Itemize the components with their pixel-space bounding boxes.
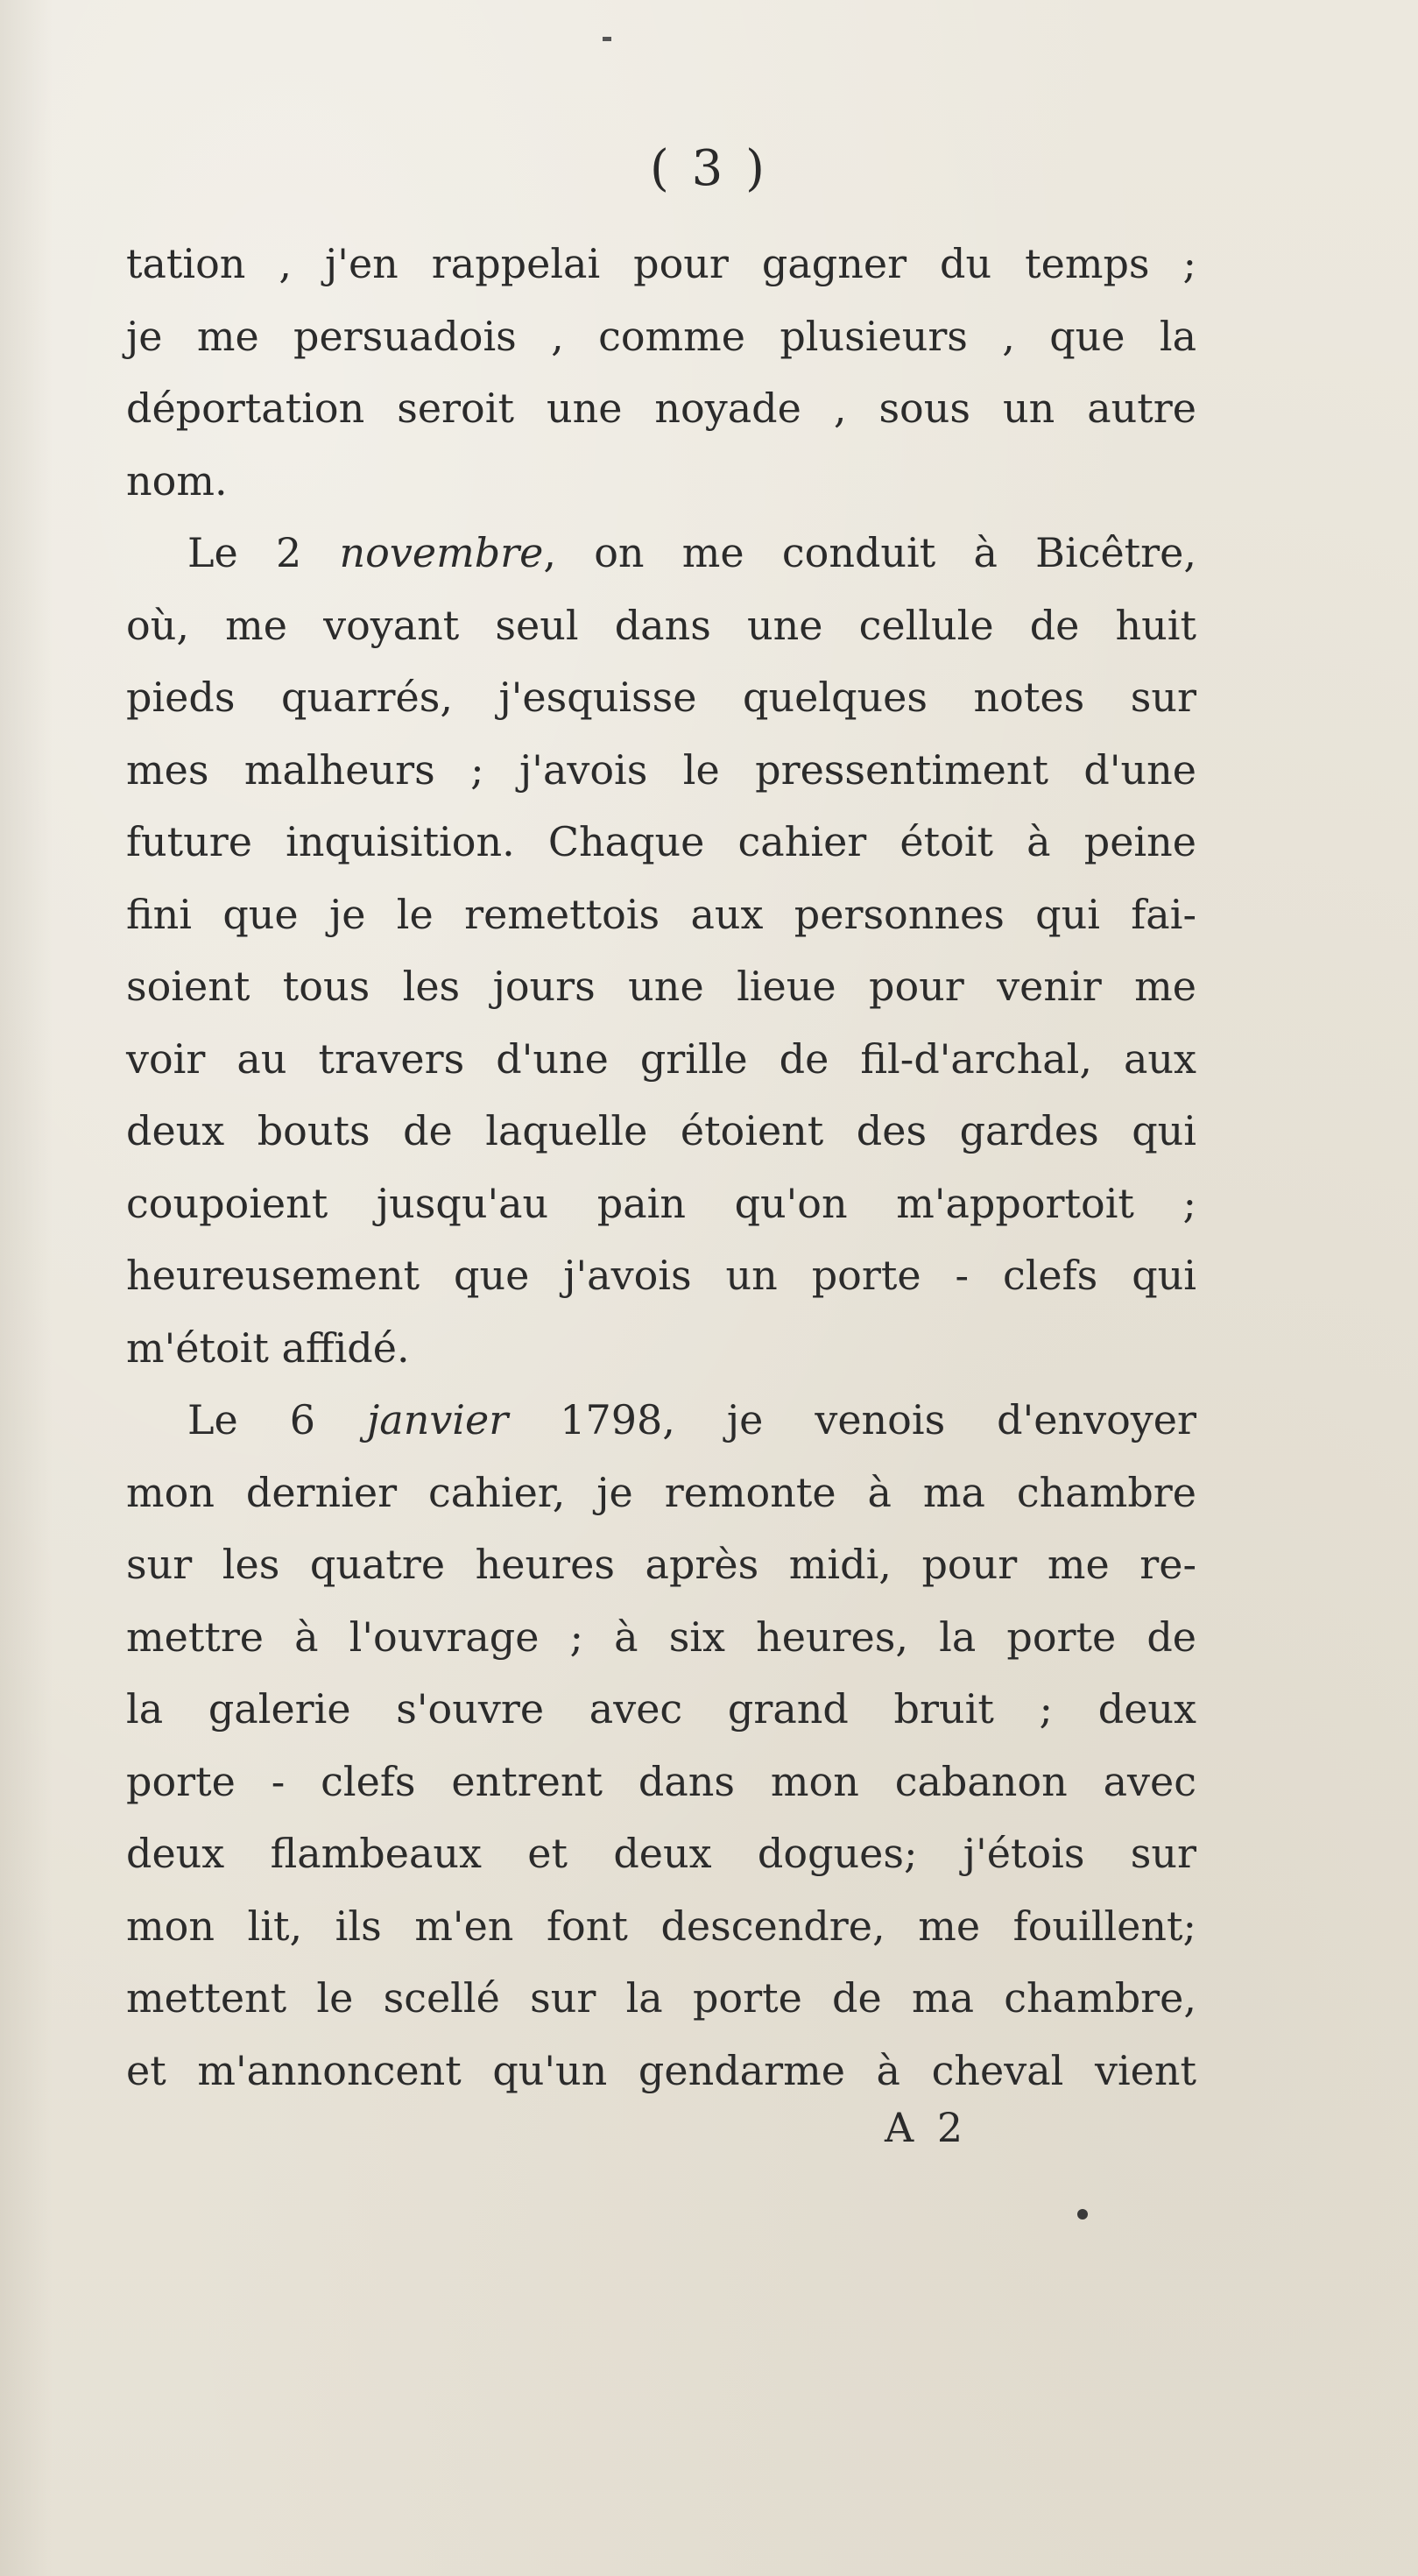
- text-segment: , on me conduit à Bicêtre,: [543, 529, 1196, 576]
- binding-shadow: [0, 0, 53, 2576]
- signature-mark: A 2: [885, 2104, 969, 2151]
- text-line: [126, 517, 1196, 589]
- text-line: mes malheurs ; j'avois le pressentiment d'une: [126, 745, 1196, 794]
- body-text: [126, 228, 1196, 2107]
- text-line: future inquisition. Chaque cahier étoit à peine: [126, 818, 1196, 865]
- text-line: mettent le scellé sur la porte de ma chambre,: [126, 1974, 1196, 2022]
- text-italic: janvier: [367, 1396, 509, 1443]
- text-line: je me persuadois , comme plusieurs , que la: [126, 312, 1196, 360]
- text-line: coupoient jusqu'au pain qu'on m'apportoit ;: [126, 1179, 1196, 1227]
- text-line: fini que je le remettois aux personnes qui fai-: [126, 890, 1196, 938]
- ink-spot: [1077, 2209, 1088, 2220]
- text-line: la galerie s'ouvre avec grand bruit ; deux: [126, 1685, 1196, 1733]
- text-line: deux flambeaux et deux dogues; j'étois sur: [126, 1830, 1196, 1877]
- text-segment: Le 2: [187, 529, 340, 576]
- text-line: mon lit, ils m'en font descendre, me fouillent;: [126, 1902, 1196, 1950]
- text-line: deux bouts de laquelle étoient des gardes qui: [126, 1107, 1196, 1154]
- text-segment: Le 6: [187, 1396, 367, 1443]
- text-line: mon dernier cahier, je remonte à ma chambre: [126, 1468, 1196, 1516]
- text-line: porte - clefs entrent dans mon cabanon avec: [126, 1757, 1196, 1805]
- text-line: et m'annoncent qu'un gendarme à cheval vient: [126, 2046, 1196, 2094]
- printer-mark: [603, 37, 611, 41]
- text-line: déportation seroit une noyade , sous un autre: [126, 385, 1196, 432]
- text-line: nom.: [126, 456, 228, 505]
- text-line: soient tous les jours une lieue pour venir me: [126, 963, 1196, 1010]
- text-line: m'étoit affidé.: [126, 1323, 410, 1372]
- text-line: [126, 1384, 1196, 1457]
- text-line: sur les quatre heures après midi, pour me re-: [126, 1541, 1196, 1588]
- text-line: heureusement que j'avois un porte - clefs qui: [126, 1252, 1196, 1299]
- text-line: tation , j'en rappelai pour gagner du temps ;: [126, 240, 1196, 287]
- text-italic: novembre: [339, 529, 544, 576]
- text-line: mettre à l'ouvrage ; à six heures, la porte de: [126, 1613, 1196, 1661]
- text-line: où, me voyant seul dans une cellule de huit: [126, 601, 1196, 649]
- text-segment: 1798, je venois d'envoyer: [508, 1396, 1196, 1443]
- text-line: pieds quarrés, j'esquisse quelques notes sur: [126, 674, 1196, 721]
- page-number: ( 3 ): [650, 140, 768, 197]
- text-line: voir au travers d'une grille de fil-d'archal, aux: [126, 1034, 1196, 1083]
